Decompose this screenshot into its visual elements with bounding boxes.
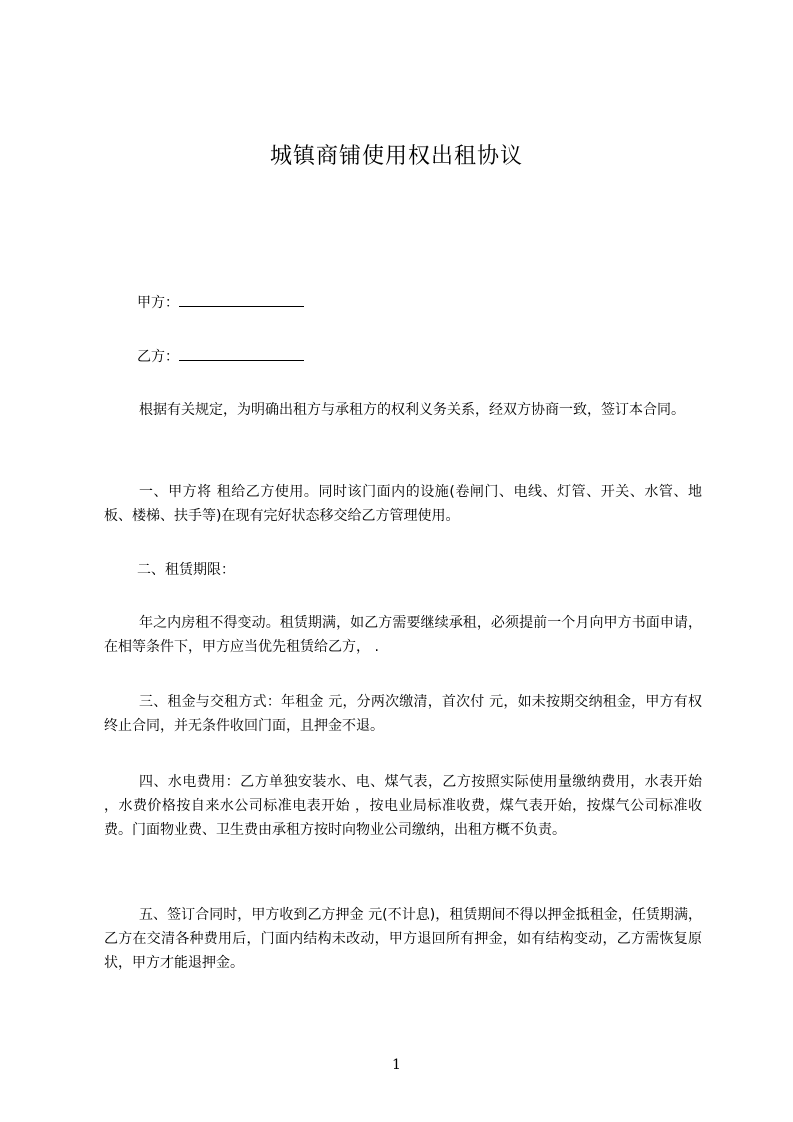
clause-4-paragraph: 四、水电费用：乙方单独安装水、电、煤气表，乙方按照实际使用量缴纳费用，水表开始 ，水费价格按自来水公司标准电表开始 ，按电业局标准收费，煤气表开始，按煤气公司标准收费。门面物业费、卫生费由承租方按时向物业公司缴纳，出租方概不负责。 (104, 774, 702, 838)
document-title: 城镇商铺使用权出租协议 (269, 144, 523, 169)
clause-5-paragraph: 五、签订合同时，甲方收到乙方押金 元(不计息)，租赁期间不得以押金抵租金，任赁期满，乙方在交清各种费用后，门面内结构未改动，甲方退回所有押金，如有结构变动，乙方需恢复原状，甲方才能退押金。 (104, 907, 702, 971)
party-a-label: 甲方： (137, 295, 179, 311)
party-b-blank (179, 346, 304, 361)
clause-2-paragraph: 年之内房租不得变动。租赁期满，如乙方需要继续承租，必须提前一个月向甲方书面申请，在相等条件下，甲方应当优先租赁给乙方， . (104, 615, 702, 655)
clause-3-paragraph: 三、租金与交租方式：年租金 元，分两次缴清，首次付 元，如未按期交纳租金，甲方有权终止合同，并无条件收回门面，且押金不退。 (104, 694, 702, 734)
party-b-line (137, 346, 304, 367)
party-a-line (137, 292, 304, 313)
party-b-label: 乙方： (137, 349, 179, 365)
clause-1-paragraph: 一、甲方将 租给乙方使用。同时该门面内的设施(卷闸门、电线、灯管、开关、水管、地板、楼梯、扶手等)在现有完好状态移交给乙方管理使用。 (104, 484, 702, 524)
preamble-paragraph: 根据有关规定，为明确出租方与承租方的权利义务关系，经双方协商一致，签订本合同。 (139, 402, 685, 418)
page-number: 1 (392, 1057, 401, 1073)
clause-2-heading: 二、租赁期限： (137, 562, 235, 578)
party-a-blank (179, 292, 304, 307)
